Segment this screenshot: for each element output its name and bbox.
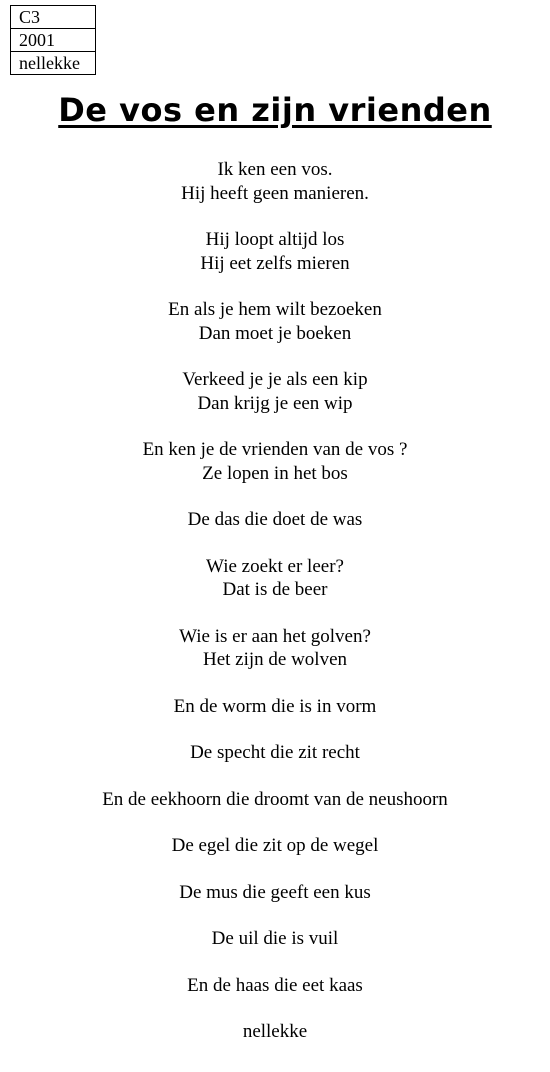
stanza [0, 927, 550, 951]
stanza [0, 625, 550, 672]
poem-line: De mus die geeft een kus [179, 881, 371, 903]
meta-year: 2001 [11, 29, 96, 52]
poem-title: De vos en zijn vrienden [58, 91, 492, 129]
stanza [0, 695, 550, 719]
poem-line: Wie zoekt er leer? [206, 555, 344, 577]
stanza [0, 438, 550, 485]
poem-signature: nellekke [242, 1021, 308, 1042]
poem-line: De das die doet de was [187, 509, 363, 530]
poem-line: Dan krijg je een wip [197, 392, 353, 414]
stanza [0, 834, 550, 858]
meta-author: nellekke [11, 52, 96, 75]
poem-line: De egel die zit op de wegel [171, 835, 379, 856]
stanza [0, 298, 550, 345]
poem-line: Hij heeft geen manieren. [181, 182, 369, 204]
poem-line: Ik ken een vos. [217, 159, 333, 180]
stanza [0, 508, 550, 532]
stanza [0, 881, 550, 905]
poem-line: Ze lopen in het bos [202, 462, 348, 484]
poem-line: En de eekhoorn die droomt van de neushoorn [102, 788, 448, 810]
stanza [0, 228, 550, 275]
stanza [0, 974, 550, 998]
poem-line: En als je hem wilt bezoeken [168, 299, 382, 320]
poem-line: Dat is de beer [222, 579, 328, 600]
stanza [0, 158, 550, 205]
meta-box [10, 5, 96, 75]
poem-line: En de worm die is in vorm [173, 695, 377, 717]
poem-line: Het zijn de wolven [202, 649, 348, 670]
poem-line: Verkeed je je als een kip [182, 369, 368, 390]
poem-line: De specht die zit recht [190, 742, 360, 763]
poem-line: Hij eet zelfs mieren [200, 252, 350, 274]
poem-body [0, 158, 550, 1044]
poem-line: En ken je de vrienden van de vos ? [142, 439, 408, 460]
stanza [0, 555, 550, 602]
poem-line: De uil die is vuil [211, 928, 339, 949]
poem-line: Hij loopt altijd los [205, 229, 345, 250]
meta-code: C3 [11, 6, 96, 29]
poem-line: Dan moet je boeken [198, 322, 352, 344]
poem-line: En de haas die eet kaas [187, 974, 363, 996]
stanza [0, 741, 550, 765]
stanza [0, 368, 550, 415]
poem-line: Wie is er aan het golven? [179, 625, 371, 647]
stanza [0, 788, 550, 812]
